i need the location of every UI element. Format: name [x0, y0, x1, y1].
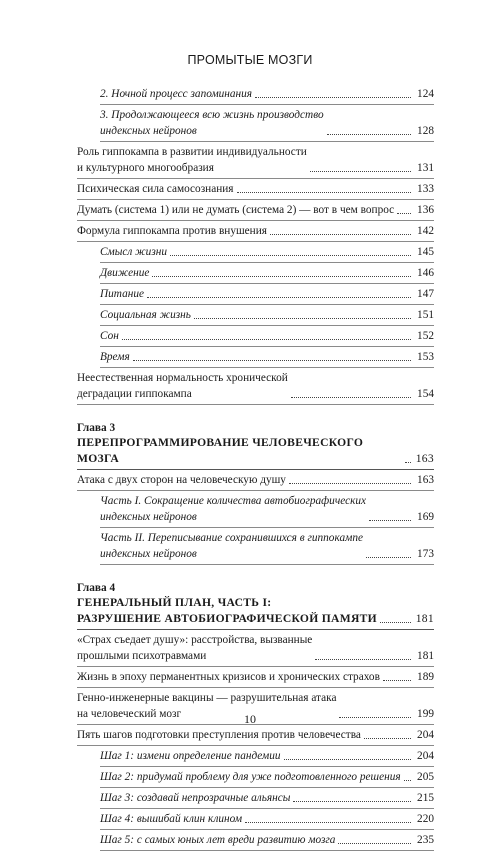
toc-entry-title-line: Время	[100, 351, 130, 363]
toc-page-number: 204	[417, 729, 434, 741]
divider	[77, 404, 434, 405]
toc-entry-title	[100, 811, 242, 827]
toc-entry-title	[77, 727, 361, 743]
toc-entry-title-line: Думать (система 1) или не думать (система 2) — вот в чем вопрос	[77, 204, 395, 216]
toc-page-number: 163	[415, 452, 434, 465]
divider	[100, 262, 434, 263]
divider	[100, 766, 434, 767]
toc-page-number: 152	[417, 330, 434, 342]
dot-leader	[404, 780, 411, 781]
toc-page-number: 189	[417, 671, 434, 683]
toc-page-number: 220	[417, 813, 434, 825]
divider	[100, 564, 434, 565]
dot-leader	[293, 801, 411, 802]
dot-leader	[327, 134, 411, 135]
toc-entry	[77, 370, 434, 402]
spacer	[77, 407, 434, 421]
toc-page-number: 154	[417, 388, 434, 400]
toc-entry-title-line: Смысл жизни	[100, 246, 167, 258]
toc-page-number: 204	[417, 750, 434, 762]
toc-entry	[77, 181, 434, 197]
toc-page-number: 235	[417, 834, 434, 846]
table-of-contents	[77, 86, 434, 853]
divider	[77, 178, 434, 179]
toc-entry-title-line: индексных нейронов	[100, 511, 197, 523]
dot-leader	[194, 318, 411, 319]
toc-entry	[77, 811, 434, 827]
dot-leader	[245, 822, 411, 823]
toc-page-number: 124	[417, 88, 434, 100]
toc-entry-title	[100, 307, 191, 323]
toc-entry	[77, 790, 434, 806]
toc-entry-title	[100, 832, 335, 848]
toc-entry-title-line: Психическая сила самосознания	[77, 183, 234, 195]
chapter-label: Глава 4	[77, 582, 116, 594]
divider	[100, 527, 434, 528]
divider	[100, 367, 434, 368]
toc-entry-title	[77, 472, 286, 488]
toc-entry-title-line: Движение	[100, 267, 150, 279]
toc-entry-title	[100, 86, 252, 102]
toc-entry	[77, 727, 434, 743]
toc-entry-title-line: Социальная жизнь	[100, 309, 191, 321]
toc-entry-title-line: Пять шагов подготовки преступления против человечества	[77, 729, 361, 741]
chapter-heading	[77, 595, 434, 627]
dot-leader	[291, 397, 411, 398]
toc-entry-title-line: «Страх съедает душу»: расстройства, вызванные	[77, 634, 313, 646]
dot-leader	[270, 234, 411, 235]
divider	[77, 687, 434, 688]
toc-entry-title-line: Роль гиппокампа в развитии индивидуальности	[77, 146, 307, 158]
dot-leader	[147, 297, 411, 298]
toc-page-number: 181	[415, 612, 434, 625]
toc-entry-title	[100, 748, 281, 764]
toc-entry	[77, 244, 434, 260]
toc-page-number: 173	[417, 548, 434, 560]
toc-entry-title	[100, 769, 401, 785]
toc-entry	[77, 530, 434, 562]
toc-entry-title	[100, 530, 363, 562]
dot-leader	[405, 462, 411, 463]
divider	[100, 808, 434, 809]
divider	[100, 325, 434, 326]
toc-entry	[77, 769, 434, 785]
toc-entry-title	[77, 669, 380, 685]
toc-entry-title	[77, 632, 312, 664]
divider	[77, 469, 434, 470]
toc-entry-title	[100, 286, 144, 302]
toc-entry-title-line: Атака с двух сторон на человеческую душу	[77, 474, 286, 486]
toc-entry-title-line: деградации гиппокампа	[77, 388, 192, 400]
toc-entry-title	[100, 790, 290, 806]
chapter-heading	[77, 435, 434, 467]
spacer	[77, 567, 434, 581]
divider	[77, 745, 434, 746]
dot-leader	[369, 520, 411, 521]
toc-entry	[77, 286, 434, 302]
dot-leader	[284, 759, 411, 760]
toc-page-number: 163	[417, 474, 434, 486]
dot-leader	[338, 843, 411, 844]
toc-entry-title-line: и культурного многообразия	[77, 162, 214, 174]
toc-entry-title-line: Шаг 2: придумай проблему для уже подготовленного решения	[100, 771, 401, 783]
toc-entry	[77, 107, 434, 139]
toc-page-number: 199	[417, 708, 434, 720]
toc-entry	[77, 349, 434, 365]
toc-page-number: 142	[417, 225, 434, 237]
dot-leader	[170, 255, 411, 256]
toc-page-number: 145	[417, 246, 434, 258]
toc-entry-title-line: Шаг 4: вышибай клин клином	[100, 813, 243, 825]
divider	[100, 346, 434, 347]
dot-leader	[366, 557, 411, 558]
dot-leader	[255, 97, 411, 98]
chapter-title	[77, 595, 377, 627]
toc-entry	[77, 307, 434, 323]
toc-entry-title	[77, 223, 267, 239]
toc-entry	[77, 669, 434, 685]
divider	[100, 304, 434, 305]
toc-page-number: 153	[417, 351, 434, 363]
dot-leader	[380, 622, 411, 623]
dot-leader	[310, 171, 411, 172]
divider	[100, 850, 434, 851]
toc-entry-title-line: Шаг 3: создавай непрозрачные альянсы	[100, 792, 291, 804]
toc-page-number: 215	[417, 792, 434, 804]
divider	[100, 104, 434, 105]
toc-entry-title-line: индексных нейронов	[100, 548, 197, 560]
chapter-title	[77, 435, 402, 467]
toc-entry-title-line: Шаг 1: измени определение пандемии	[100, 750, 281, 762]
toc-entry-title-line: прошлыми психотравмами	[77, 650, 207, 662]
toc-page-number: 128	[417, 125, 434, 137]
dot-leader	[152, 276, 411, 277]
toc-entry	[77, 144, 434, 176]
divider	[77, 629, 434, 630]
toc-entry	[77, 748, 434, 764]
toc-page-number: 147	[417, 288, 434, 300]
page-number: 10	[244, 712, 256, 726]
toc-entry	[77, 328, 434, 344]
toc-entry-title-line: Сон	[100, 330, 119, 342]
divider	[100, 829, 434, 830]
toc-entry-title	[100, 265, 149, 281]
dot-leader	[289, 483, 411, 484]
toc-entry-title-line: Неестественная нормальность хронической	[77, 372, 288, 384]
divider	[100, 787, 434, 788]
toc-entry-title-line: Питание	[100, 288, 145, 300]
dot-leader	[133, 360, 411, 361]
divider	[77, 199, 434, 200]
divider	[100, 283, 434, 284]
toc-page-number: 181	[417, 650, 434, 662]
chapter-title-line: ПЕРЕПРОГРАММИРОВАНИЕ ЧЕЛОВЕЧЕСКОГО МОЗГА	[77, 436, 364, 465]
dot-leader	[237, 192, 411, 193]
divider	[77, 490, 434, 491]
toc-entry	[77, 86, 434, 102]
toc-entry-title-line: Часть II. Переписывание сохранившихся в гиппокампе	[100, 532, 363, 544]
toc-entry-title-line: Генно-инженерные вакцины — разрушительная атака	[77, 692, 337, 704]
toc-entry-title	[77, 144, 307, 176]
toc-entry	[77, 632, 434, 664]
toc-entry-title	[100, 244, 167, 260]
toc-page-number: 136	[417, 204, 434, 216]
divider	[77, 666, 434, 667]
divider	[100, 141, 434, 142]
dot-leader	[122, 339, 411, 340]
divider	[77, 220, 434, 221]
toc-entry-title-line: 2. Ночной процесс запоминания	[100, 88, 253, 100]
toc-entry	[77, 202, 434, 218]
toc-page-number: 169	[417, 511, 434, 523]
toc-entry-title-line: Формула гиппокампа против внушения	[77, 225, 267, 237]
toc-entry-title-line: на человеческий мозг	[77, 708, 182, 720]
toc-entry	[77, 832, 434, 848]
chapter-title-line: РАЗРУШЕНИЕ АВТОБИОГРАФИЧЕСКОЙ ПАМЯТИ	[77, 612, 378, 625]
dot-leader	[364, 738, 411, 739]
toc-entry-title	[77, 202, 394, 218]
toc-entry-title	[77, 181, 234, 197]
divider	[77, 241, 434, 242]
dot-leader	[397, 213, 411, 214]
toc-entry	[77, 493, 434, 525]
toc-page-number: 146	[417, 267, 434, 279]
toc-entry-title	[100, 493, 366, 525]
toc-entry	[77, 265, 434, 281]
toc-entry-title	[100, 107, 324, 139]
toc-entry	[77, 223, 434, 239]
toc-page-number: 133	[417, 183, 434, 195]
toc-page-number: 205	[417, 771, 434, 783]
toc-entry-title-line: Шаг 5: с самых юных лет вреди развитию мозга	[100, 834, 336, 846]
toc-entry-title	[100, 328, 119, 344]
toc-entry-title	[100, 349, 130, 365]
toc-entry-title	[77, 370, 288, 402]
running-header: ПРОМЫТЫЕ МОЗГИ	[187, 53, 313, 67]
toc-entry-title-line: индексных нейронов	[100, 125, 197, 137]
toc-page-number: 151	[417, 309, 434, 321]
toc-entry	[77, 472, 434, 488]
dot-leader	[383, 680, 411, 681]
toc-entry-title-line: Жизнь в эпоху перманентных кризисов и хронических страхов	[77, 671, 380, 683]
toc-page-number: 131	[417, 162, 434, 174]
dot-leader	[315, 659, 411, 660]
chapter-title-line: ГЕНЕРАЛЬНЫЙ ПЛАН, ЧАСТЬ I:	[77, 596, 272, 609]
toc-entry-title-line: Часть I. Сокращение количества автобиографических	[100, 495, 367, 507]
chapter-label: Глава 3	[77, 422, 116, 434]
toc-entry-title-line: 3. Продолжающееся всю жизнь производство	[100, 109, 324, 121]
